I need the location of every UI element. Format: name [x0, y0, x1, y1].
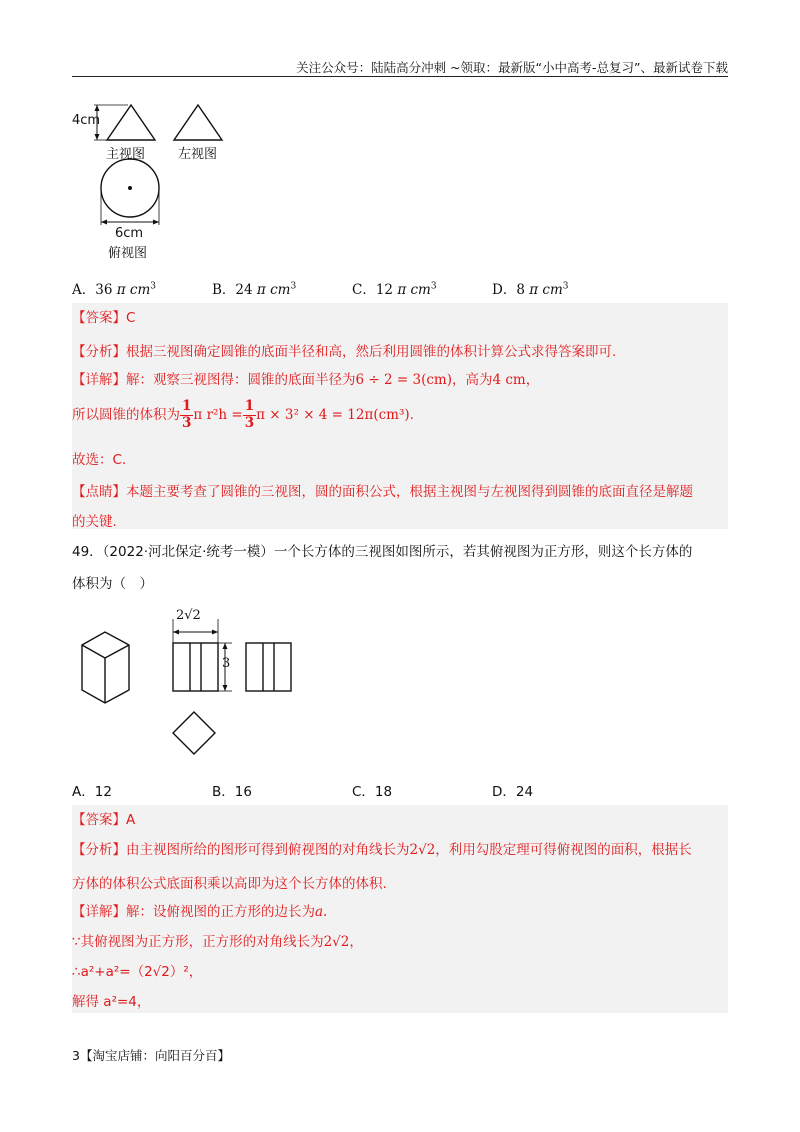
q49-detail-line1: 【详解】解：设俯视图的正方形的边长为a.	[72, 904, 328, 920]
option-c: C．12 π $cm^3$	[352, 281, 437, 298]
left-view-label: 左视图	[178, 147, 218, 162]
option-d: D．8 π $cm^3$	[492, 281, 569, 298]
q49-answer: 【答案】A	[72, 812, 136, 828]
q49-analysis-line2: 方体的体积公式底面积乘以高即为这个长方体的体积.	[72, 876, 387, 892]
front-view-rectangle	[173, 643, 218, 691]
left-view-triangle	[174, 105, 222, 140]
top-view-label: 俯视图	[108, 246, 148, 261]
q48-detail-line2: 所以圆锥的体积为 $\frac{1}{3}$ π r²h = $\frac{1}{3}$ π × 3² × 4 = 12π(cm³).	[72, 398, 414, 431]
top-view-square	[173, 712, 215, 754]
front-view-label: 主视图	[106, 147, 146, 162]
cuboid-3d-drawing	[82, 632, 129, 703]
q48-answer: 【答案】C	[72, 310, 136, 326]
q49-option-d: D．24	[492, 784, 534, 800]
height-label-3: 3	[222, 656, 231, 671]
q49-stem-line1: 49．（2022·河北保定·统考一模）一个长方体的三视图如图所示，若其俯视图为正方形，则这个长方体的	[72, 544, 693, 560]
q49-option-c: C．18	[352, 784, 393, 800]
q49-detail-line3: ∴a²+a²=（2√2）²，	[72, 964, 203, 980]
q49-analysis-line1: 【分析】由主视图所给的图形可得到俯视图的对角线长为2√2，利用勾股定理可得俯视图的面积，根据长	[72, 842, 692, 858]
q49-option-b: B．16	[212, 784, 252, 800]
q48-point-line1: 【点睛】本题主要考查了圆锥的三视图，圆的面积公式，根据主视图与左视图得到圆锥的底面直径是解题	[72, 484, 693, 500]
fraction-one-third: $\frac{1}{3}$	[182, 398, 192, 431]
q48-analysis: 【分析】根据三视图确定圆锥的底面半径和高，然后利用圆锥的体积计算公式求得答案即可.	[72, 344, 617, 360]
width-label: 2√2	[176, 608, 201, 623]
height-label: 4cm	[72, 113, 101, 128]
q49-detail-line4: 解得 a²=4，	[72, 994, 151, 1010]
circle-center-dot	[128, 186, 132, 190]
header-rule	[72, 76, 728, 77]
option-b: B．24 π $cm^3$	[212, 281, 297, 298]
page-footer: 3【淘宝店铺：向阳百分百】	[72, 1048, 230, 1063]
q49-detail-line2: ∵其俯视图为正方形，正方形的对角线长为2√2，	[72, 934, 363, 950]
q49-option-a: A．12	[72, 784, 112, 800]
cuboid-three-views-figure	[70, 605, 310, 765]
q48-point-line2: 的关键.	[72, 514, 117, 530]
diameter-label: 6cm	[115, 226, 144, 241]
option-a: A．36 π $cm^3$	[72, 281, 157, 298]
fraction-one-third-2: $\frac{1}{3}$	[244, 398, 255, 431]
page-header: 关注公众号：陆陆高分冲刺 ~领取：最新版“小中高考-总复习”、最新试卷下载	[296, 60, 728, 75]
q48-choose: 故选：C.	[72, 452, 127, 468]
front-view-triangle	[107, 105, 155, 140]
q49-stem-line2: 体积为（ ）	[72, 576, 153, 592]
q48-detail-line1: 【详解】解：观察三视图得：圆锥的底面半径为6 ÷ 2 = 3(cm)，高为4 cm，	[72, 372, 540, 388]
left-view-rectangle	[246, 643, 291, 691]
